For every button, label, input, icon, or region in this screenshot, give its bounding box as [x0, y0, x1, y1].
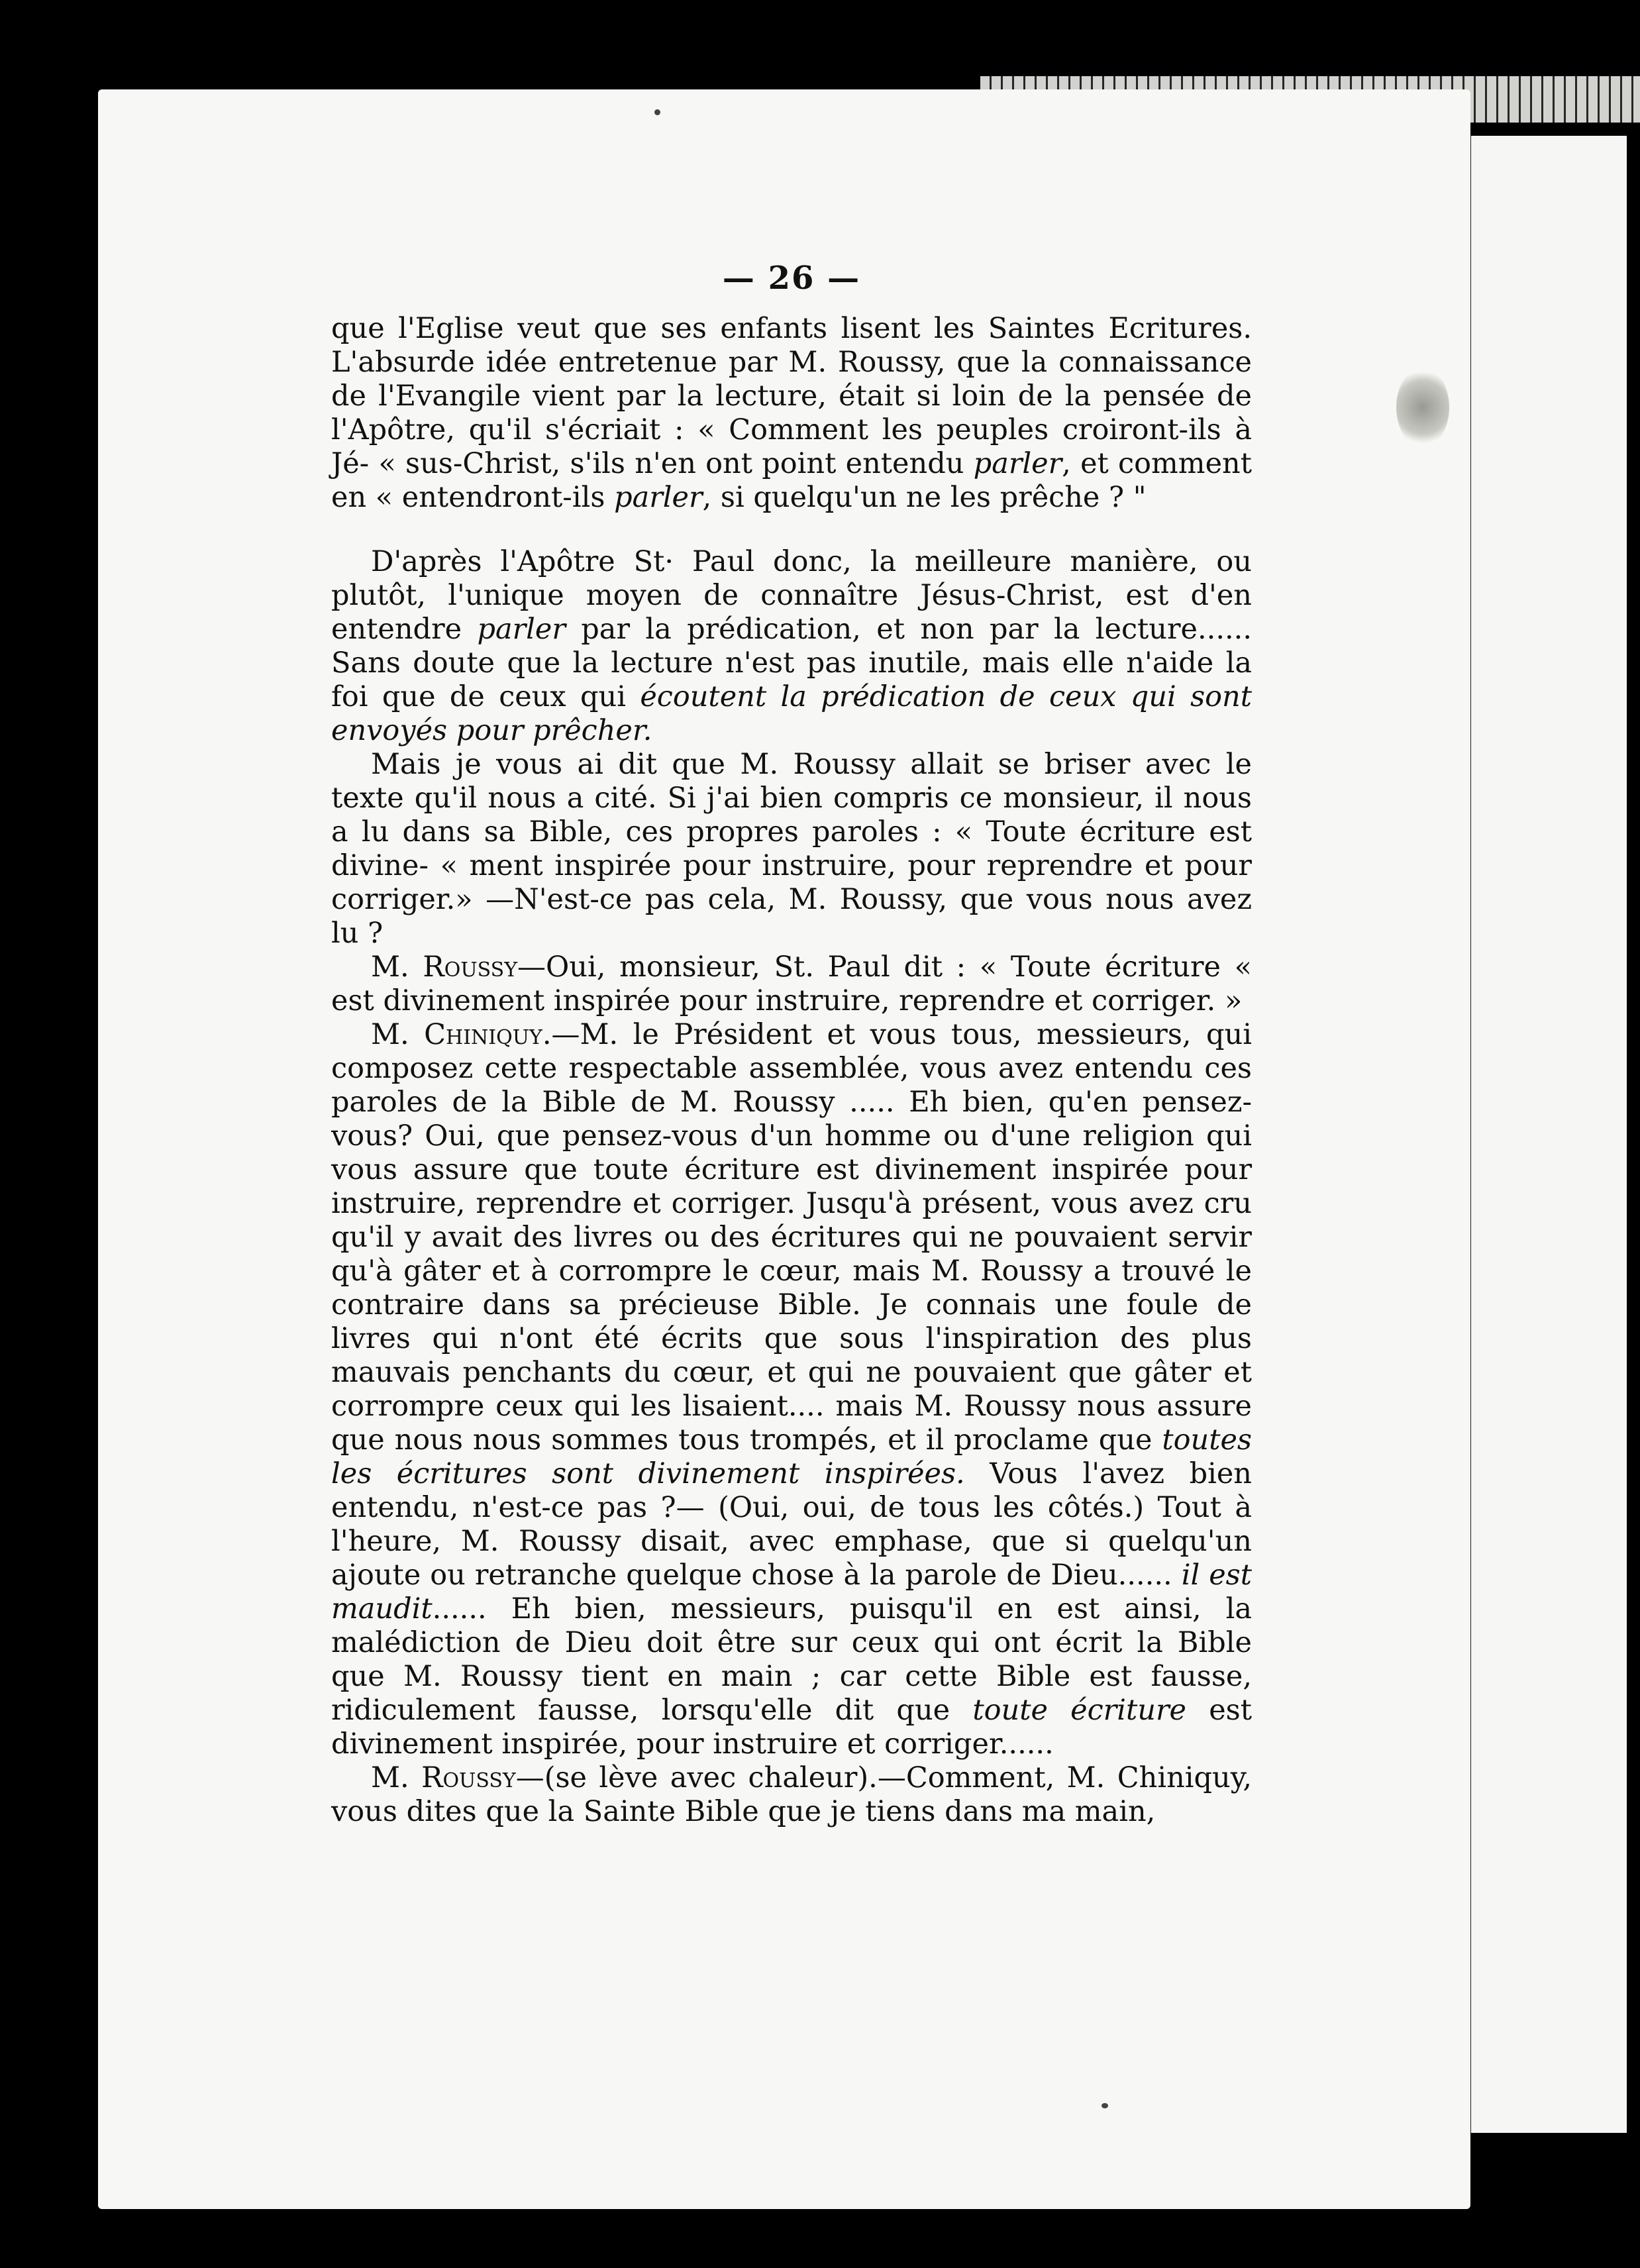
text-run: est divinement inspirée, pour instruire et corriger...... — [331, 1694, 1252, 1761]
page-number: — 26 — — [722, 260, 861, 297]
italic-text: parler — [477, 613, 566, 646]
text-run: par la prédication, et non par la lecture...... Sans doute que la lecture n'est pas inutile, mais elle n'aide la foi que de ceux qui — [331, 613, 1253, 713]
text-run: ...... Eh bien, messieurs, puisqu'il en est ainsi, la malédiction de Dieu doit être sur ceux qui ont écrit la Bible que M. Roussy tient en main ; car cette Bible est fausse, ridiculement fausse, lorsqu'elle dit que — [331, 1592, 1252, 1727]
paragraph-list — [331, 312, 1252, 1829]
ink-speck — [654, 109, 660, 115]
text-run: Mais je vous ai dit que M. Roussy allait se briser avec le texte qu'il nous a cité. Si j'ai bien compris ce monsieur, il nous a lu dans sa Bible, ces propres paroles : « Toute écriture est divine- « ment inspirée pour instruire, pour reprendre et pour corriger.» —N'est-ce pas cela, M. Roussy, que vous nous avez lu ? — [331, 748, 1252, 950]
speaker-name: M. Roussy — [371, 1761, 516, 1794]
text-run: —(se lève avec chaleur).—Comment, M. Chiniquy, vous dites que la Sainte Bible que je tiens dans ma main, — [331, 1761, 1252, 1828]
text-run: que l'Eglise veut que ses enfants lisent les Saintes Ecritures. L'absurde idée entretenue par M. Roussy, que la connaissance de l'Evangile vient par la lecture, était si loin de la pensée de l'Apôtre, qu'il s'écriait : « Comment les peuples croiront-ils à Jé- « sus-Christ, s'ils n'en ont point entendu — [331, 312, 1252, 480]
italic-text: parler — [973, 447, 1062, 480]
paragraph — [331, 1761, 1252, 1829]
speaker-name: M. Roussy — [371, 951, 518, 984]
italic-text: toutes les écritures sont divinement inspirées. — [331, 1423, 1252, 1490]
speaker-name: M. Chiniquy. — [371, 1018, 552, 1051]
text-run: —M. le Président et vous tous, messieurs, qui composez cette respectable assemblée, vous avez entendu ces paroles de la Bible de M. Roussy ..... Eh bien, qu'en pensez-vous? Oui, que pensez-vous d'un homme ou d'une religion qui vous assure que toute écriture est divinement inspirée pour instruire, reprendre et corriger. Jusqu'à présent, vous avez cru qu'il y avait des livres ou des écritures qui ne pouvaient servir qu'à gâter et à corrompre le cœur, mais M. Roussy a trouvé le contraire dans sa précieuse Bible. Je connais une foule de livres qui n'ont été écrits que sous l'inspiration des plus mauvais penchants du cœur, et qui ne pouvaient que gâter et corrompre ceux qui les lisaient.... mais M. Roussy nous assure que nous nous sommes tous trompés, et il proclame que — [331, 1018, 1252, 1457]
paragraph — [331, 312, 1252, 515]
paragraph — [331, 748, 1252, 951]
stain-mark — [1396, 368, 1449, 447]
ink-speck — [1102, 2103, 1108, 2108]
text-run: —Oui, monsieur, St. Paul dit : « Toute écriture « est divinement inspirée pour instruire, reprendre et corriger. » — [331, 951, 1252, 1017]
paragraph — [331, 545, 1252, 748]
italic-text: il est maudit — [331, 1559, 1253, 1625]
text-run: D'après l'Apôtre St· Paul donc, la meilleure manière, ou plutôt, l'unique moyen de connaître Jésus-Christ, est d'en entendre — [331, 545, 1252, 646]
paragraph — [331, 951, 1252, 1018]
italic-text: écoutent la prédication de ceux qui sont envoyés pour prêcher. — [331, 680, 1253, 747]
page-text-block — [331, 262, 1252, 1829]
adjacent-page-edge — [1467, 136, 1627, 2133]
italic-text: parler — [614, 481, 703, 514]
text-run: Vous l'avez bien entendu, n'est-ce pas ?— (Oui, oui, de tous les côtés.) Tout à l'heure, M. Roussy disait, avec emphase, que si quelqu'un ajoute ou retranche quelque chose à la parole de Dieu...... — [331, 1457, 1252, 1592]
italic-text: toute écriture — [972, 1694, 1186, 1727]
text-run: , si quelqu'un ne les prêche ? " — [702, 481, 1147, 514]
paragraph — [331, 1018, 1252, 1761]
text-run: , et comment en « entendront-ils — [331, 447, 1252, 514]
